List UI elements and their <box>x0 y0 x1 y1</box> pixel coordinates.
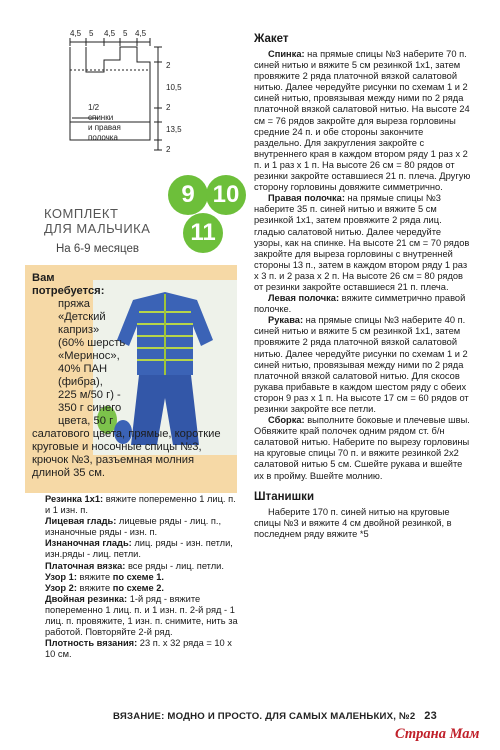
technique-text: лиц. ряды - изн. петли, изн.ряды - лиц. петли. <box>45 538 233 560</box>
model-number-badge: 10 <box>206 175 246 215</box>
materials-line: (60% шерсть <box>58 337 126 349</box>
magazine-title: ВЯЗАНИЕ: МОДНО И ПРОСТО. ДЛЯ САМЫХ МАЛЕНЬКИХ, №2 <box>113 711 416 722</box>
watermark-logo: Страна Мам <box>395 726 480 742</box>
technique-term: Плотность вязания: <box>45 638 138 649</box>
instruction-text: на прямые спицы №3 наберите 35 п. синей нитью и вяжите 5 см резинкой 1х1, затем провяжите 2 ряда лиц. гладью салатовой нитью. Далее чередуйте узоры, как на спинке. На высоте 21 см = 70 рядов закройте для выреза горловины с внутренней стороны 13 п., затем в каждом втором ряду 1 раз х 3 п. и 2 раза х 2 п. На высоте 26 см = 80 рядов от резинки закройте оставшиеся 21 п. плеча. <box>254 193 470 292</box>
technique-term: Изнаночная гладь: <box>45 538 132 549</box>
materials-line: «Меринос», <box>58 350 120 362</box>
schema-piece-label: полочка <box>88 133 118 142</box>
instruction-term: Правая полочка: <box>268 193 345 204</box>
technique-term: Узор 1: <box>45 571 77 582</box>
materials-line: пряжа <box>58 298 90 310</box>
schema-piece-label: спинки <box>88 113 114 122</box>
page-number: 23 <box>424 710 437 722</box>
technique-item <box>31 572 239 583</box>
materials-line: 225 м/50 г) - <box>58 389 121 401</box>
schema-dim-right: 13,5 <box>166 125 182 134</box>
schema-piece-label: и правая <box>88 123 121 132</box>
schema-dim-right: 2 <box>166 61 171 70</box>
page-footer <box>113 710 468 722</box>
schema-dim-top: 5 <box>89 29 94 38</box>
technique-term: Двойная резинка: <box>45 593 128 604</box>
instruction-paragraph <box>254 193 472 293</box>
technique-scheme: по схеме 1. <box>112 571 164 582</box>
model-number-badge: 9 <box>168 175 208 215</box>
instruction-paragraph <box>254 415 472 482</box>
instruction-paragraph: Наберите 170 п. синей нитью на круговые спицы №3 и вяжите 4 см двойной резинкой, в последнем ряду вяжите *5 <box>254 506 452 539</box>
technique-text: вяжите попеременно 1 лиц. п. и 1 изн. п. <box>45 494 236 516</box>
instruction-text: на прямые спицы №3 наберите 40 п. синей нитью и вяжите 5 см резинкой 1х1, затем провяжите 2 ряда платочной вязкой салатовой нитью. Далее чередуйте рисунки по схемам 1 и 2 синей нитью, провязывая между ними по 2 ряда платочной вязкой салатовой нитью. Для скосов рукава прибавьте в каждом шестом ряду с обеих сторон 9 раз х 1 п. На высоте 17 см = 60 рядов от резинки закройте все петли. <box>254 315 469 414</box>
materials-line: цвета, 50 г <box>58 415 114 427</box>
materials-heading: потребуется: <box>32 285 105 297</box>
section-heading-jacket: Жакет <box>254 33 289 45</box>
instruction-term: Спинка: <box>268 49 305 59</box>
kit-title-line2: ДЛЯ МАЛЬЧИКА <box>44 221 151 236</box>
instruction-text: на прямые спицы №3 наберите 70 п. синей нитью и вяжите 5 см резинкой 1х1, затем провяжите 2 ряда платочной вязкой салатовой нитью. Далее чередуйте рисунки по схемам 1 и 2 синей нитью, провязывая между ними по 2 ряда платочной вязкой салатовой нитью. На высоте 24 см = 76 рядов закройте для выреза горловины средние 24 п. и обе стороны закончите раздельно. Для закругления закройте с внутреннего края в каждом втором ряду 1 раз х 2 п. и 1 раз х 1 п. На высоте 26 см = 80 рядов от резинки закройте оставшиеся 21 п. плеча. Другую сторону горловины довяжите симметрично. <box>254 49 471 193</box>
technique-term: Резинка 1х1: <box>45 494 104 504</box>
schema-dim-top: 5 <box>123 29 128 38</box>
materials-line: 350 г синего <box>58 402 122 414</box>
pattern-schema <box>0 0 230 175</box>
techniques-list <box>31 494 239 660</box>
materials-tail: салатового цвета, прямые, короткие круговые и носочные спицы №3, крючок №3, разъемная молния длиной 35 см. <box>32 428 221 479</box>
instruction-term: Рукава: <box>268 315 304 326</box>
kit-title-line1: КОМПЛЕКТ <box>44 206 119 221</box>
materials-line: каприз» <box>58 324 100 336</box>
section-heading-pants: Штанишки <box>254 490 315 503</box>
kit-age: На 6-9 месяцев <box>56 243 139 255</box>
technique-item <box>31 583 239 594</box>
technique-text: 1-й ряд - вяжите попеременно 1 лиц. п. и 1 изн. п. 2-й ряд - 1 лиц. п. провяжите, 1 изн. п. снимите, нить за работой. Повторяйте 2-й ряд. <box>45 593 238 638</box>
schema-dim-right: 10,5 <box>166 83 182 92</box>
technique-item <box>31 561 239 572</box>
technique-item <box>31 494 239 516</box>
technique-scheme: по схеме 2. <box>112 582 164 593</box>
technique-text: все ряды - лиц. петли. <box>125 560 224 571</box>
instruction-paragraph <box>254 49 472 193</box>
technique-item <box>31 638 239 660</box>
model-number-badge: 11 <box>183 213 223 253</box>
instruction-paragraph <box>254 293 472 315</box>
kit-title <box>44 206 194 236</box>
instructions-column <box>254 30 472 540</box>
technique-term: Платочная вязка: <box>45 560 126 571</box>
technique-term: Узор 2: <box>45 582 77 593</box>
technique-term: Лицевая гладь: <box>45 516 117 527</box>
technique-item <box>31 538 239 560</box>
technique-text: 23 п. х 32 ряда = 10 х 10 см. <box>45 638 232 660</box>
materials-line: «Детский <box>58 311 106 323</box>
technique-text: вяжите <box>76 582 113 593</box>
technique-item <box>31 594 239 638</box>
materials-line: (фибра), <box>58 376 103 388</box>
schema-dim-top: 4,5 <box>135 29 147 38</box>
materials-text <box>32 272 232 480</box>
technique-text: лицевые ряды - лиц. п., изнаночные ряды - изн. п. <box>45 516 222 538</box>
instruction-term: Левая полочка: <box>268 293 340 304</box>
schema-dim-right: 2 <box>166 103 171 112</box>
instruction-term: Сборка: <box>268 415 305 426</box>
technique-item <box>31 516 239 538</box>
schema-dim-top: 4,5 <box>104 29 116 38</box>
schema-piece-label: 1/2 <box>88 103 100 112</box>
instruction-paragraph <box>254 315 472 415</box>
technique-text: вяжите <box>76 571 113 582</box>
materials-line: 40% ПАН <box>58 363 108 375</box>
instruction-text: вяжите симметрично правой полочке. <box>254 293 466 315</box>
instruction-text: выполните боковые и плечевые швы. Обвяжите край полочек одним рядом ст. б/н салатовой нитью. Наберите по вырезу горловины на круговые спицы 70 п. и вяжите резинкой 2х2 салатовой нитью 5 см. Сшейте рукава и вшейте их в пройму. Вшейте молнию. <box>254 415 470 481</box>
materials-heading: Вам <box>32 272 55 284</box>
schema-dim-right: 2 <box>166 145 171 154</box>
schema-dim-top: 4,5 <box>70 29 82 38</box>
